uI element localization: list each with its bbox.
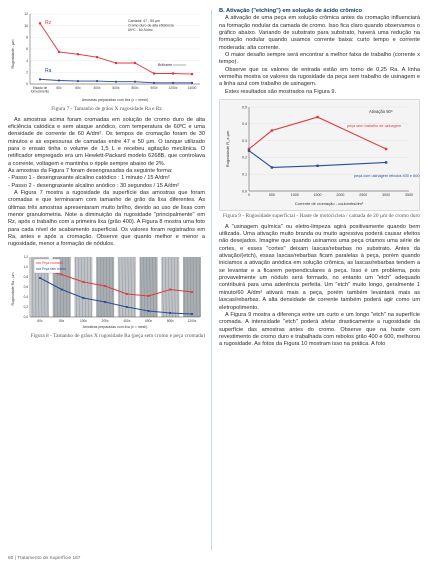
fig9-xtick-label: 3500	[405, 193, 413, 198]
fig7-point-ra	[191, 82, 193, 84]
fig8-point	[61, 288, 63, 290]
degreasing-steps	[8, 175, 205, 190]
fig7-point-ra	[96, 80, 98, 82]
fig8-point	[126, 293, 128, 295]
right-column	[219, 8, 420, 349]
left-paragraph-1: As amostras acima foram cromadas em solução de cromo duro de alta eficiência catódica e sem ataque anódico, com temperatura de 60ºC e uma densidade de corrente de 60 A/dm². Os tempos de cromação foram de 30 minutos e as espessuras de camadas entre 47 e 50 µm. O tanque utilizado para o ensaio tinha o volume de 1,5 L e recebeu agitação mecânica. O retificador empregado era um Hewlett-Packard modelo 6268B, que controlava a corrente, voltagem e mantinha o ripple sempre abaixo de 2%.	[8, 116, 205, 167]
fig7-point-rz	[58, 51, 60, 53]
fig9-point	[385, 148, 387, 150]
figure-9-caption: Figura 9 - Rugosidade superficial - Haste de motocicleta / camada de 20 µm de cromo duro	[222, 213, 420, 220]
fig7-xtick-label: 800x	[131, 86, 139, 90]
fig9-xlabel: Corrente de cromação - coulombs/dm²	[294, 201, 364, 207]
fig7-xtick-label: Estado de	[32, 86, 48, 90]
fig7-point-ra	[153, 82, 155, 84]
column-divider	[211, 10, 212, 550]
fig7-point-ra	[115, 81, 117, 83]
figure-8-chart	[8, 253, 205, 331]
fig8-point	[191, 313, 193, 315]
fig7-rz-label: Rz	[45, 20, 52, 26]
fig8-point	[82, 281, 84, 283]
fig9-ylabel: Rugosidade R_a µm	[225, 130, 230, 168]
fig7-xtick-label: 900x	[150, 86, 158, 90]
fig7-ytick-label: 10	[24, 23, 28, 28]
fig7-point-ra	[77, 80, 79, 82]
right-paragraph-2: O maior desafio sempre será encontrar a melhor faixa de trabalho (corrente x tempo).	[219, 52, 420, 66]
fig8-photo-strip	[161, 257, 179, 317]
fig7-xtick-label: 14000	[187, 86, 197, 90]
fig7-ra-label: Ra	[45, 68, 52, 74]
fig9-ytick-label: 0.3	[242, 139, 247, 144]
fig8-xtick-label: 600x	[145, 318, 153, 323]
fig9-point	[271, 166, 273, 168]
right-paragraph-5: A "usinagem química" ou eletro-limpeza agirá positivamente quando bem utilizada. Uma ativação muito branda ou muito agressiva poderá causar efeitos não desejados. Imagine que quando usinamos uma peça criamos uma série de cortes, e esses "cortes" deixam lascas/rebarbas no substrato. Antes da ativação/(etch), essas lascas/rebarbas ficam paralelas à peça, porém quando iniciamos a ativação anódica em solução crômica, as lascas/rebarbas tendem a se levantar e a ficarem perpendiculares à peça. Isso é um problema, pois provavelmente um nódulo será formado, no entanto um "etch" adequado contribuirá para uma aderência perfeita. Um "etch" muito longo, geralmente 1 minuto/60 A/dm² ativará mais a peça, porém também levantará mais as lascas/rebarbas. A alta densidade de corrente também poderá agir como um eletropolimento.	[219, 223, 420, 311]
fig9-ytick-label: 0.0	[242, 189, 247, 194]
right-paragraph-1: A ativação de uma peça em solução crômica antes da cromação influenciará na formação nodular da camada de cromo. Isso fica claro quando observamos o gráfico abaixo. Variando de substrato para substrato, haverá uma redução na formação nodular quando usamos corrente baixa: curto tempo e corrente moderada: alta corrente.	[219, 15, 420, 51]
fig8-ytick-label: 0,8	[23, 274, 28, 279]
fig8-point	[147, 310, 149, 312]
fig7-point-rz	[153, 72, 155, 74]
figure-7	[8, 8, 205, 104]
fig7-xtick-label: 60x	[56, 86, 62, 90]
fig9-point	[385, 161, 387, 163]
right-paragraph-4: Estes resultados são mostrados na Figura 9.	[225, 88, 336, 95]
fig7-point-ra	[58, 79, 60, 81]
fig7-legend-3: 60ºC - 60 A/dm²	[128, 28, 153, 32]
left-paragraph-2: As amostras da Figura 7 foram desengraxadas da seguinte forma:	[8, 168, 173, 174]
fig7-ytick-label: 8	[26, 35, 28, 40]
fig7-point-rz	[115, 62, 117, 64]
fig7-point-ra	[39, 78, 41, 80]
fig7-annotation: Brilhante	[158, 63, 173, 67]
fig8-point	[191, 291, 193, 293]
fig7-ytick-label: 6	[26, 47, 28, 52]
fig9-point	[316, 116, 318, 118]
right-paragraph-3: Observe que os valores de entrada estão em torno de 0,25 Ra. A linha vermelha mostra os valores da rugosidade da peça sem trabalho de usinagem e a linha azul com trabalho de usinagem.	[219, 66, 420, 88]
fig8-legend-blue: Peça sem cromo	[42, 266, 66, 271]
fig9-legend-red: peça sem trabalho de usinagem	[347, 124, 402, 129]
fig9-legend-blue: peça com usinagem rebolos 400 e 600	[354, 174, 420, 179]
fig9-xtick-label: 2500	[359, 193, 368, 198]
fig8-ytick-label: 1,2	[23, 254, 28, 259]
fig8-point	[126, 306, 128, 308]
fig9-xtick-label: 1500	[313, 193, 322, 198]
left-paragraph-3: A Figura 7 mostra a rugosidade da superfície das amostras que foram cromadas e que terminaram com tamanho de grão da lixa diferentes. As últimas três amostras apresentaram muito brilho, devido ao uso de lixas com menor granulometria. Note a diminuição da rugosidade "principalmente" em Rz, após o trabalho com a primeira lixa (grão 400). A Figura 8 mostra uma foto para cada nível de acabamento superficial. Os valores foram registrados em Ra, antes e após a cromação. Observe que quanto melhor e menor a rugosidade, menor a formação de nódulos.	[8, 190, 205, 248]
fig8-xtick-label: 60x	[37, 318, 43, 323]
fig8-photo-strip	[183, 257, 201, 317]
fig8-ytick-label: 0,4	[23, 294, 28, 299]
left-column	[8, 8, 205, 343]
fig9-title: Ativação 50º	[369, 109, 393, 115]
fig8-point	[104, 285, 106, 287]
fig7-point-rz	[172, 72, 174, 74]
fig9-xtick-label: 2000	[336, 193, 345, 198]
step-1: - Passo 1 - desengraxante alcalino catódico : 1 minuto / 15 A/dm²	[8, 175, 170, 182]
fig9-ytick-label: 0.1	[242, 172, 247, 177]
fig7-ytick-label: 2	[26, 70, 28, 75]
right-paragraph-6: A Figura 9 mostra a diferença entre um curto e um longo "etch" na superfície cromada. A intensidade "etch" poderá afetar drasticamente a rugosidade da superfície das amostras antes do cromo. Observe que na haste com revestimento de cromo duro e trabalhada com rebolos grão 400 e 600, melhorou a rugosidade. As fotos da Figura 10 mostram isso na prática. A foto	[219, 311, 420, 348]
fig9-ytick-label: 0.4	[242, 122, 247, 127]
fig7-xtick-label: 80x	[75, 86, 81, 90]
fig8-xtick-label: 1200x	[187, 318, 197, 323]
fig9-ytick-label: 0.2	[242, 155, 247, 160]
fig7-point-rz	[77, 53, 79, 55]
fig7-point-rz	[134, 62, 136, 64]
figure-8	[8, 253, 205, 331]
fig9-xtick-label: 0	[248, 193, 250, 198]
figure-9	[219, 99, 420, 211]
page-footer: 60 | Tratamento de Superfície 167	[8, 556, 81, 561]
fig9-point	[271, 129, 273, 131]
fig8-point	[104, 301, 106, 303]
fig7-point-rz	[96, 56, 98, 58]
fig8-xlabel: Amostras preparadas com lixa (x = mesh)	[82, 324, 148, 329]
fig9-xtick-label: 1000	[290, 193, 299, 198]
figure-8-caption: Figura 8 - Tamanho de grãos X rugosidade Ra (peça sem cromo e peça cromada)	[30, 332, 205, 339]
fig8-ytick-label: 0,2	[23, 304, 28, 309]
fig8-point	[169, 288, 171, 290]
fig8-point	[39, 277, 41, 279]
figure-7-chart	[8, 8, 205, 104]
fig7-point-rz	[191, 73, 193, 75]
step-2: - Passo 2 - desengraxante alcalino anódico : 30 segundos / 15 A/dm²	[8, 182, 180, 189]
fig8-point	[82, 297, 84, 299]
fig7-xlabel: Amostras preparadas com lixa (x = mesh)	[81, 98, 149, 102]
fig8-ytick-label: 1,0	[23, 264, 28, 269]
fig7-legend-1: Camada: 47 - 50 µm	[128, 19, 160, 23]
fig7-point-ra	[172, 82, 174, 84]
fig8-ylabel: Rugosidade Ra - µm	[11, 272, 15, 306]
fig9-xtick-label: 3000	[382, 193, 391, 198]
fig8-xtick-label: 400x	[123, 318, 131, 323]
fig9-ytick-label: 0.5	[242, 105, 247, 110]
fig7-ytick-label: 4	[26, 58, 28, 63]
fig8-ytick-label: 0,0	[23, 314, 28, 319]
fig7-ylabel: Rugosidade - µm	[11, 39, 15, 69]
fig7-xtick-label: 600x	[112, 86, 120, 90]
fig7-legend-2: Cromo duro de alta eficiência	[128, 23, 174, 28]
fig7-xtick-label: 1200x	[168, 86, 178, 90]
figure-9-chart	[219, 99, 420, 211]
fig9-point	[316, 165, 318, 167]
fig8-xtick-label: 100x	[79, 318, 87, 323]
fig8-point	[169, 312, 171, 314]
fig8-legend-red: Peça cromada	[42, 260, 63, 265]
fig7-ytick-label: 12	[24, 12, 28, 17]
fig8-point	[147, 295, 149, 297]
fig8-ytick-label: 0,6	[23, 284, 28, 289]
figure-7-caption: Figura 7 - Tamanho de grãos X rugosidade Ra e Rz	[51, 106, 162, 112]
fig7-xtick-label: 400x	[93, 86, 101, 90]
fig9-xtick-label: 500	[268, 193, 275, 198]
fig7-point-ra	[134, 81, 136, 83]
fig8-photo-strip	[74, 257, 92, 317]
fig8-point	[61, 273, 63, 275]
fig8-xtick-label: 800x	[166, 318, 174, 323]
section-heading: B. Ativação ("etching") em solução de ácido crômico	[219, 8, 362, 14]
fig7-ytick-label: 0	[26, 82, 28, 87]
fig9-point	[248, 150, 250, 152]
fig8-xtick-label: 80x	[59, 318, 65, 323]
fig8-xtick-label: 200x	[101, 318, 109, 323]
fig7-xtick-label: fornecimento	[30, 89, 50, 94]
fig7-point-rz	[39, 22, 41, 24]
fig8-photo-strip	[140, 257, 158, 317]
